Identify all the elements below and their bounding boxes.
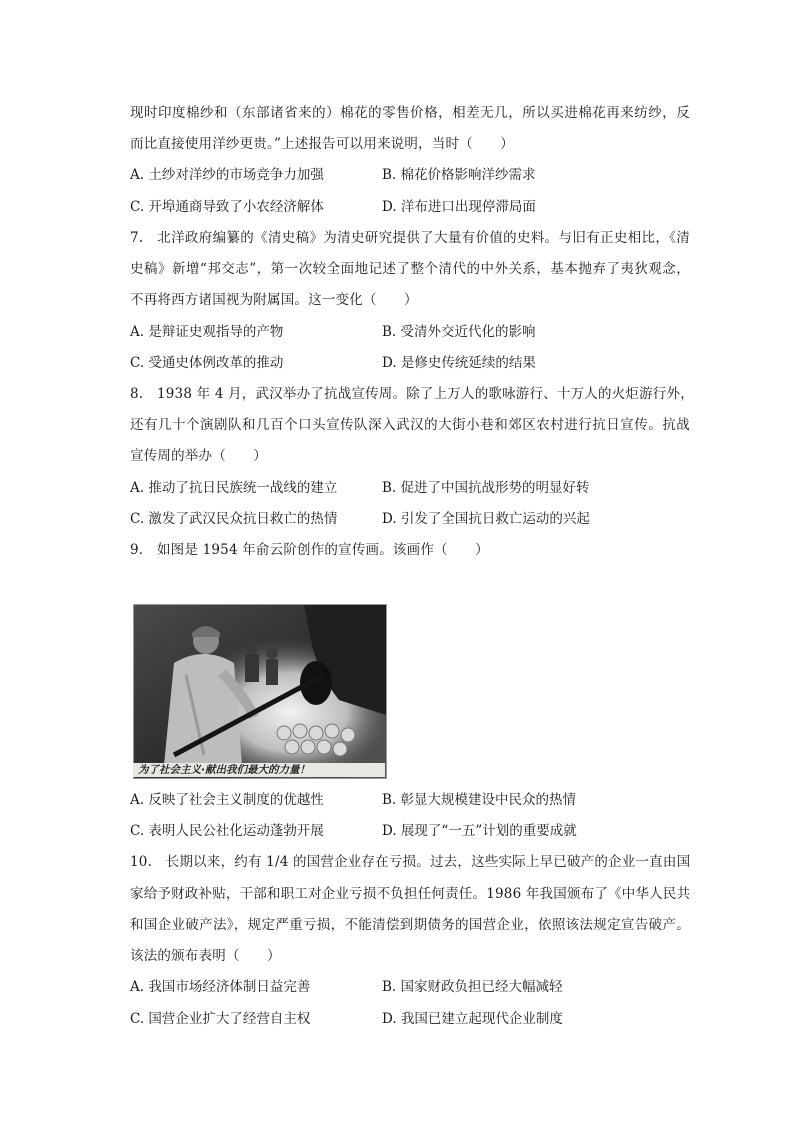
q6-option-a: A. 土纱对洋纱的市场竞争力加强 xyxy=(130,167,324,183)
painting-caption: 为了社会主义·献出我们最大的力量！ xyxy=(138,764,310,776)
q8-text-line1: 8. 1938 年 4 月，武汉举办了抗战宣传周。除了上万人的歌咏游行、十万人的火炬游行外， xyxy=(130,386,694,402)
q7-option-c: C. 受通史体例改革的推动 xyxy=(130,355,284,371)
q9-option-a: A. 反映了社会主义制度的优越性 xyxy=(130,792,324,808)
q7-option-a: A. 是辩证史观指导的产物 xyxy=(130,324,284,340)
q8-option-c: C. 激发了武汉民众抗日救亡的热情 xyxy=(130,511,338,527)
q7-text-line2: 史稿》新增“邦交志”，第一次较全面地记述了整个清代的中外关系，基本抛弃了夷狄观念， xyxy=(130,261,690,277)
q6-option-d: D. 洋布进口出现停滞局面 xyxy=(382,199,536,215)
q8-text-line2: 还有几十个演剧队和几百个口头宣传队深入武汉的大街小巷和郊区农村进行抗日宣传。抗战 xyxy=(130,417,690,433)
q7-option-b: B. 受清外交近代化的影响 xyxy=(382,324,536,340)
q6-option-b: B. 棉花价格影响洋纱需求 xyxy=(382,167,536,183)
propaganda-painting-image xyxy=(133,604,387,779)
q9-option-d: D. 展现了“一五”计划的重要成就 xyxy=(382,823,577,839)
q10-option-d: D. 我国已建立起现代企业制度 xyxy=(382,1011,563,1027)
q10-option-b: B. 国家财政负担已经大幅减轻 xyxy=(382,979,563,995)
q8-option-b: B. 促进了中国抗战形势的明显好转 xyxy=(382,480,590,496)
q9-option-c: C. 表明人民公社化运动蓬勃开展 xyxy=(130,823,324,839)
q8-option-a: A. 推动了抗日民族统一战线的建立 xyxy=(130,480,338,496)
q10-text-line4: 该法的颁布表明（ ） xyxy=(130,948,281,964)
q10-text-line1: 10. 长期以来，约有 1/4 的国营企业存在亏损。过去，这些实际上早已破产的企业一直由国 xyxy=(130,854,691,870)
q9-text-line1: 9. 如图是 1954 年俞云阶创作的宣传画。该画作（ ） xyxy=(130,542,489,558)
q10-text-line2: 家给予财政补贴，干部和职工对企业亏损不负担任何责任。1986 年我国颁布了《中华人民共 xyxy=(130,886,691,902)
q8-text-line3: 宣传周的举办（ ） xyxy=(130,448,267,464)
q8-option-d: D. 引发了全国抗日救亡运动的兴起 xyxy=(382,511,590,527)
q6-text-line2: 而比直接使用洋纱更贵。”上述报告可以用来说明，当时（ ） xyxy=(130,136,514,152)
q10-option-c: C. 国营企业扩大了经营自主权 xyxy=(130,1011,311,1027)
q7-text-line3: 不再将西方诸国视为附属国。这一变化（ ） xyxy=(130,292,418,308)
q9-option-b: B. 彰显大规模建设中民众的热情 xyxy=(382,792,577,808)
q7-option-d: D. 是修史传统延续的结果 xyxy=(382,355,536,371)
q6-text-line1: 现时印度棉纱和（东部诸省来的）棉花的零售价格，相差无几，所以买进棉花再来纺纱，反 xyxy=(130,105,690,121)
q7-text-line1: 7. 北洋政府编纂的《清史稿》为清史研究提供了大量有价值的史料。与旧有正史相比，《清 xyxy=(130,230,690,246)
q6-option-c: C. 开埠通商导致了小农经济解体 xyxy=(130,199,324,215)
q10-text-line3: 和国企业破产法》，规定严重亏损，不能清偿到期债务的国营企业，依照该法规定宣告破产。 xyxy=(130,917,690,933)
q10-option-a: A. 我国市场经济体制日益完善 xyxy=(130,979,311,995)
